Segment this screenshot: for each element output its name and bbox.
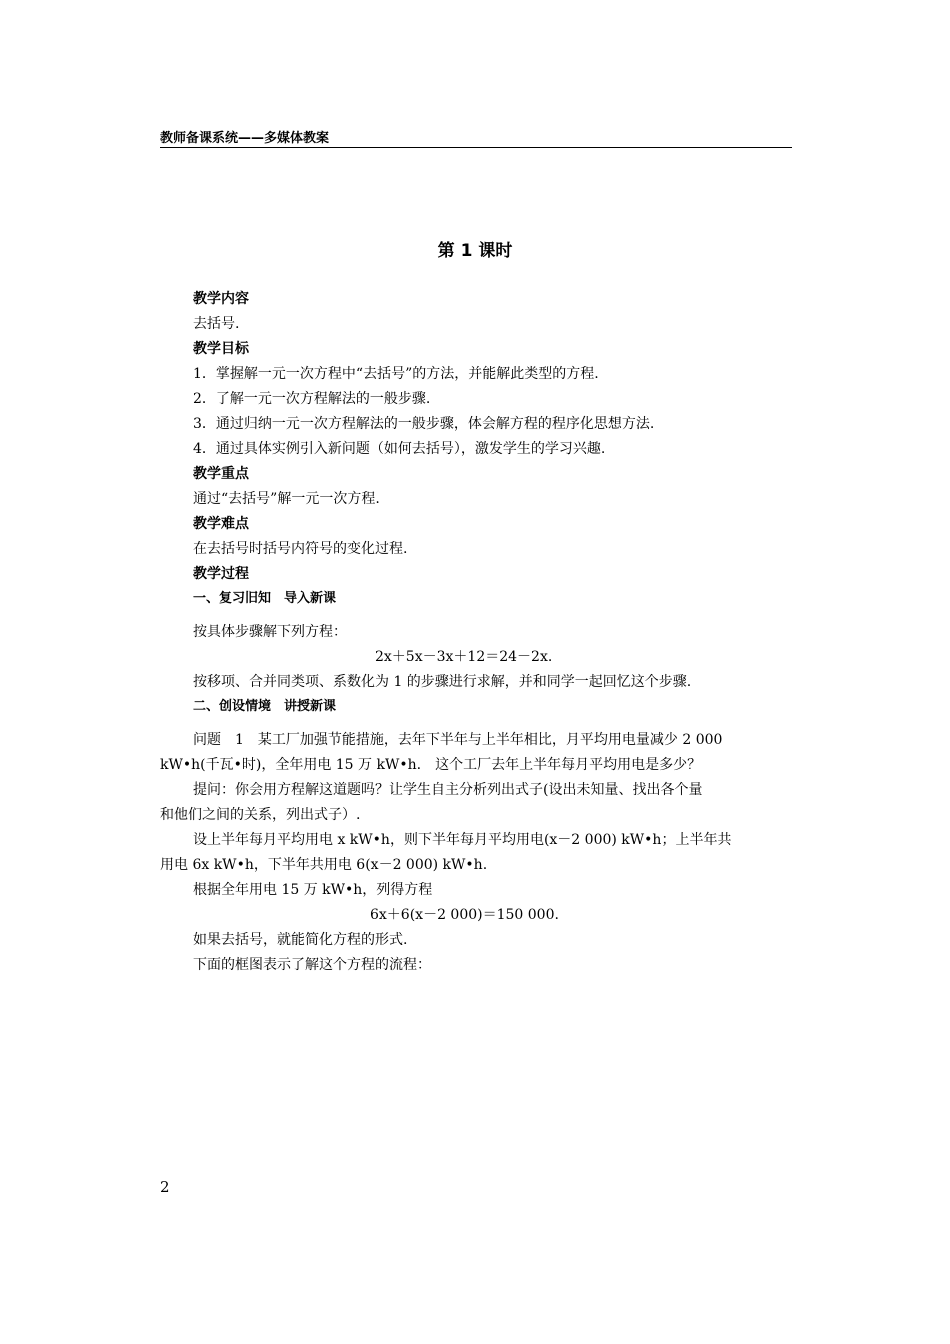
section1-note: 按移项、合并同类项、系数化为 1 的步骤进行求解，并和同学一起回忆这个步骤. xyxy=(193,674,692,690)
total-line: 根据全年用电 15 万 kW•h，列得方程 xyxy=(193,882,433,898)
objective-item: 2．了解一元一次方程解法的一般步骤. xyxy=(193,391,431,407)
setup-line: 设上半年每月平均用电 x kW•h，则下半年每月平均用电(x－2 000) kW•h；上半年共 xyxy=(193,832,732,848)
section2-title: 二、创设情境 讲授新课 xyxy=(193,699,337,714)
simplify-line: 如果去括号，就能简化方程的形式. xyxy=(193,932,408,948)
page-header: 教师备课系统——多媒体教案 xyxy=(160,131,330,146)
difficulty-heading: 教学难点 xyxy=(193,516,249,532)
objective-item: 1．掌握解一元一次方程中“去括号”的方法，并能解此类型的方程. xyxy=(193,366,599,382)
section1-intro: 按具体步骤解下列方程： xyxy=(193,624,347,640)
question-line: 提问：你会用方程解这道题吗？让学生自主分析列出式子(设出未知量、找出各个量 xyxy=(193,782,703,798)
process-heading: 教学过程 xyxy=(193,566,249,582)
question-line: 和他们之间的关系，列出式子）. xyxy=(160,807,361,823)
setup-line: 用电 6x kW•h，下半年共用电 6(x－2 000) kW•h. xyxy=(160,857,488,873)
section1-equation: 2x＋5x－3x＋12＝24－2x. xyxy=(375,649,553,665)
section1-title: 一、复习旧知 导入新课 xyxy=(193,591,337,606)
key-heading: 教学重点 xyxy=(193,466,249,482)
problem-line: 问题 1 某工厂加强节能措施，去年下半年与上半年相比，月平均用电量减少 2 000 xyxy=(193,732,723,748)
key-text: 通过“去括号”解一元一次方程. xyxy=(193,491,380,507)
page-number: 2 xyxy=(160,1178,170,1196)
objectives-heading: 教学目标 xyxy=(193,341,249,357)
section2-equation: 6x＋6(x－2 000)＝150 000. xyxy=(370,907,559,923)
objective-item: 4．通过具体实例引入新问题（如何去括号），激发学生的学习兴趣. xyxy=(193,441,606,457)
content-heading: 教学内容 xyxy=(193,291,249,307)
difficulty-text: 在去括号时括号内符号的变化过程. xyxy=(193,541,408,557)
problem-line: kW•h(千瓦•时)，全年用电 15 万 kW•h. 这个工厂去年上半年每月平均用电是多少？ xyxy=(160,757,702,773)
objective-item: 3．通过归纳一元一次方程解法的一般步骤，体会解方程的程序化思想方法. xyxy=(193,416,655,432)
lesson-title: 第 1 课时 xyxy=(437,241,513,261)
content-text: 去括号. xyxy=(193,316,240,332)
header-rule xyxy=(160,147,792,148)
flow-line: 下面的框图表示了解这个方程的流程： xyxy=(193,957,431,973)
